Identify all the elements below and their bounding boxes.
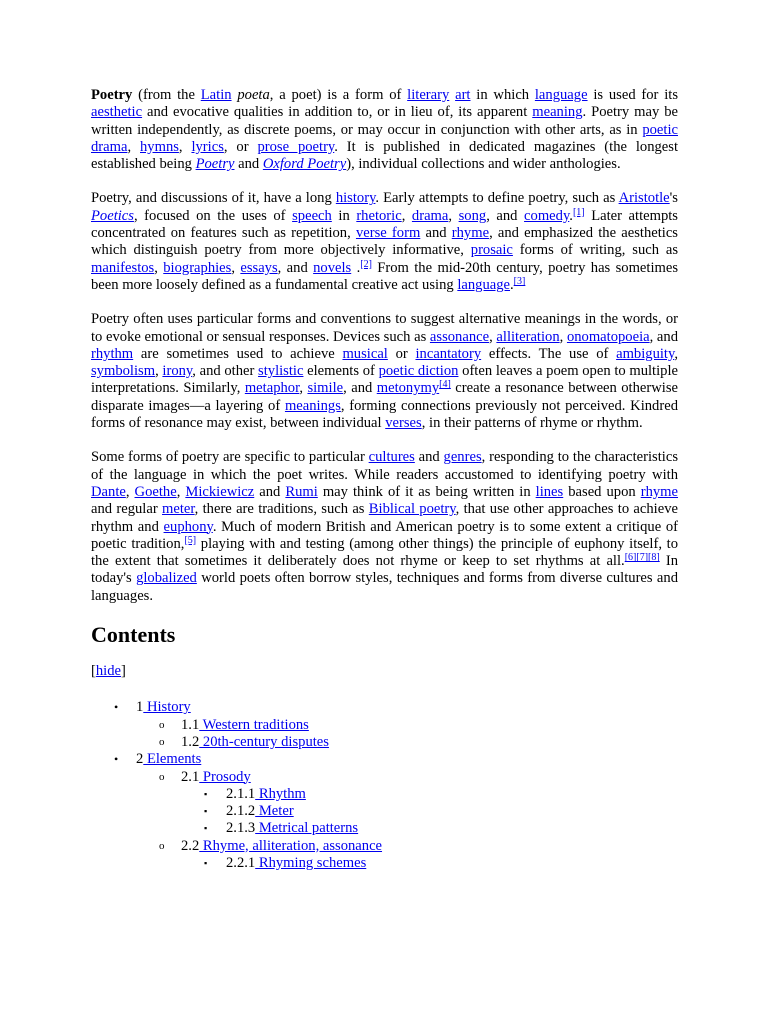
toc-bullet: ▪ [204, 806, 208, 817]
article-link[interactable]: song [458, 207, 487, 224]
article-link[interactable]: Mickiewicz [185, 483, 255, 500]
article-link[interactable]: Biblical poetry [368, 501, 456, 518]
toc-item [136, 717, 678, 734]
article-link[interactable]: simile [307, 380, 344, 397]
text-run: (from the [132, 87, 201, 103]
text-run: create a resonance between otherwise disparate images—a layering of [91, 380, 678, 414]
text-run: in which [470, 87, 535, 103]
toc-bullet: o [159, 735, 165, 748]
toc-number: 2 [136, 751, 144, 768]
article-link[interactable]: essays [240, 259, 278, 276]
text-run: are sometimes used to achieve [133, 345, 343, 362]
toc-item [181, 820, 678, 837]
toc-sublist [136, 717, 678, 752]
text-run: may think of it as being written in [317, 483, 536, 500]
text-run: , [448, 207, 459, 224]
text-run: , [489, 328, 497, 345]
article-link[interactable]: symbolism [91, 363, 156, 380]
text-run: , there are traditions, such as [194, 501, 369, 518]
text-run: , [176, 483, 186, 500]
article-link[interactable]: irony [162, 363, 193, 380]
citation-link[interactable]: [3] [513, 275, 526, 287]
toc-hide-link[interactable]: hide [95, 663, 122, 680]
text-run: , [125, 483, 135, 500]
article-link[interactable]: aesthetic [91, 104, 143, 121]
text-run: and evocative qualities in addition to, or in lieu of, its apparent [142, 104, 533, 121]
article-link[interactable]: meaning [532, 104, 583, 121]
toc-item [181, 855, 678, 872]
toc-number: 1.1 [181, 716, 200, 733]
article-link[interactable]: prosaic [470, 242, 513, 259]
table-of-contents [91, 699, 678, 872]
toc-number: 2.1.1 [226, 785, 256, 802]
text-run: , [231, 259, 241, 276]
toc-toggle-close: ] [121, 663, 126, 680]
article-link[interactable]: verses [385, 415, 422, 432]
citation-link[interactable]: [6][7][8] [624, 552, 660, 564]
article-link[interactable]: assonance [429, 328, 490, 345]
toc-bullet: • [114, 700, 119, 715]
article-link[interactable]: rhyme [640, 483, 679, 500]
toc-bullet: • [114, 752, 119, 767]
article-link[interactable]: poetic drama [91, 121, 678, 155]
text-run: 's [669, 190, 678, 207]
text-run: . [510, 276, 514, 293]
text-run: , in their patterns of rhyme or rhythm. [421, 415, 643, 432]
toc-link[interactable]: Metrical patterns [255, 820, 359, 837]
article-link[interactable]: incantatory [415, 345, 482, 362]
toc-item [91, 699, 678, 751]
article-link[interactable]: verse form [355, 225, 421, 242]
article-link[interactable]: rhythm [91, 345, 134, 362]
article-link[interactable]: stylistic [258, 363, 304, 380]
article-link[interactable]: Aristotle [618, 190, 670, 207]
text-run: world poets often borrow styles, techniques and forms from diverse cultures and languages. [91, 570, 678, 604]
text-run: From the mid-20th century, poetry has sometimes been more loosely defined as a fundamental creative act using [91, 259, 679, 293]
text-run: , and [649, 328, 679, 345]
article-link[interactable]: art [455, 87, 471, 103]
article-link[interactable]: Goethe [134, 483, 177, 500]
citation-link[interactable]: [1] [572, 206, 585, 218]
text-run: . Much of modern British and American poetry is to some extent a critique of poetic tradition, [91, 518, 678, 552]
text-run: in [331, 207, 357, 224]
toc-link[interactable]: Rhyme, alliteration, assonance [199, 837, 383, 854]
text-run: , and [486, 207, 525, 224]
text-run: or [387, 345, 416, 362]
text-run: , [401, 207, 412, 224]
article-link[interactable]: euphony [163, 518, 213, 535]
article-link-italic[interactable]: Poetics [91, 207, 134, 224]
toc-item [136, 838, 678, 873]
toc-item [181, 803, 678, 820]
toc-link[interactable]: 20th-century disputes [199, 733, 329, 750]
article-link[interactable]: Dante [91, 483, 126, 500]
toc-sublist [181, 786, 678, 838]
text-run: elements of [303, 363, 379, 380]
article-link[interactable]: cultures [368, 449, 415, 466]
text-run: forms of writing, such as [512, 242, 678, 259]
italic-term: poeta [237, 87, 270, 103]
citation-link[interactable]: [5] [184, 534, 197, 546]
text-run: playing with and testing (among other things) the principle of euphony itself, to the extent that sometimes it deliberately does not rhyme or keep to set rhythms at all. [91, 535, 678, 570]
text-run: , [154, 259, 164, 276]
text-run: is used for its [587, 87, 678, 103]
article-link[interactable]: literary [407, 87, 450, 103]
article-link[interactable]: globalized [136, 570, 197, 587]
text-run: , [155, 363, 163, 380]
text-run: Poetry, and discussions of it, have a long [91, 190, 336, 207]
text-run: In today's [91, 553, 679, 587]
text-run: . It is published in dedicated magazines (the longest established being [91, 138, 679, 173]
citation-link[interactable]: [2] [360, 258, 372, 270]
article-link-italic[interactable]: Oxford Poetry [262, 156, 347, 173]
text-run: , and [277, 259, 314, 276]
text-run: and [254, 483, 286, 500]
toc-link[interactable]: Meter [255, 803, 294, 820]
toc-item [91, 751, 678, 872]
article-link[interactable]: lyrics [191, 138, 224, 155]
text-run: and regular [91, 501, 163, 518]
toc-bullet: ▪ [204, 823, 208, 834]
text-run: , or [223, 138, 258, 155]
toc-sublist [136, 769, 678, 873]
toc-toggle-open: [ [91, 663, 96, 680]
article-link[interactable]: lines [535, 483, 564, 500]
text-run: , focused on the uses of [133, 207, 293, 224]
citation [514, 276, 526, 287]
text-run: , [127, 138, 140, 155]
contents-heading: Contents [91, 622, 176, 648]
article-link[interactable]: metaphor [244, 380, 300, 397]
toc-item [181, 786, 678, 803]
article-link[interactable]: metonymy [376, 380, 440, 397]
article-link[interactable]: manifestos [91, 259, 155, 276]
text-run: based upon [563, 483, 641, 500]
article-link[interactable]: comedy [524, 207, 570, 224]
article-link[interactable]: Rumi [285, 483, 318, 500]
text-run: effects. The use of [481, 345, 617, 362]
toc-number: 2.2 [181, 837, 200, 854]
toc-item [136, 734, 678, 751]
text-run: Poetry often uses particular forms and conventions to suggest alternative meanings in the words, or to evoke emotional or sensual responses. Devices such as [91, 311, 678, 345]
article-link[interactable]: biographies [163, 259, 232, 276]
article-link[interactable]: history [335, 190, 376, 207]
text-run: Later attempts concentrated on features such as repetition, [91, 207, 678, 242]
intro-paragraph [91, 87, 678, 173]
article-body [91, 87, 678, 872]
text-run: . [569, 207, 573, 224]
article-link[interactable]: alliteration [496, 328, 560, 345]
text-run: . Early attempts to define poetry, such as [375, 190, 619, 207]
article-link[interactable]: language [534, 87, 588, 103]
text-run: , responding to the characteristics of the language in which the poet writes. While readers accustomed to identifying poetry with [91, 449, 678, 483]
text-run: , [178, 138, 192, 155]
article-link[interactable]: ambiguity [616, 345, 675, 362]
bold-term: Poetry [91, 87, 133, 103]
text-run: and [420, 225, 452, 242]
article-link[interactable]: speech [292, 207, 332, 224]
forms-paragraph [91, 449, 678, 605]
article-link[interactable]: hymns [140, 138, 179, 155]
toc-bullet: o [159, 770, 165, 783]
toc-link[interactable]: Prosody [199, 768, 251, 785]
text-run: and [234, 156, 263, 173]
text-run: , a poet) is a form of [269, 87, 408, 103]
toc-bullet: ▪ [204, 788, 208, 799]
toc-number: 2.1.3 [226, 820, 256, 837]
article-link[interactable]: rhyme [451, 225, 490, 242]
text-run: and [414, 449, 444, 466]
toc-link[interactable]: Western traditions [199, 716, 309, 733]
toc-bullet: o [159, 839, 165, 852]
article-link-italic[interactable]: Poetry [195, 156, 235, 173]
text-run: Some forms of poetry are specific to particular [91, 449, 369, 466]
article-link[interactable]: drama [411, 207, 449, 224]
toc-bullet: o [159, 718, 165, 731]
text-run: , and [343, 380, 377, 397]
text-run: , [299, 380, 308, 397]
text-run: , and emphasized the aesthetics which distinguish poetry from more objectively informative, [91, 225, 678, 259]
article-link[interactable]: meanings [284, 397, 341, 414]
citation-link[interactable]: [4] [439, 379, 451, 391]
article-link[interactable]: genres [443, 449, 482, 466]
citation [184, 535, 196, 546]
toc-toggle [91, 663, 678, 680]
citation [573, 207, 585, 218]
text-run: , forming connections previously not perceived. Kindred forms of resonance may exist, between individual [91, 397, 678, 432]
toc-number: 1.2 [181, 733, 200, 750]
toc-item [136, 769, 678, 838]
toc-link[interactable]: Rhyming schemes [255, 854, 367, 871]
article-link[interactable]: poetic diction [378, 363, 459, 380]
text-run: , and other [192, 363, 259, 380]
toc-sublist [181, 855, 678, 872]
article-link[interactable]: Latin [200, 87, 232, 103]
toc-bullet: ▪ [204, 857, 208, 868]
toc-link[interactable]: Elements [143, 751, 202, 768]
citation [360, 259, 372, 270]
toc-number: 2.2.1 [226, 854, 256, 871]
article-link[interactable]: rhetoric [356, 207, 402, 224]
history-paragraph [91, 190, 678, 294]
article-link[interactable]: prose poetry [257, 138, 335, 155]
text-run: , [674, 345, 678, 362]
citation [439, 379, 451, 390]
toc-number: 2.1.2 [226, 803, 256, 820]
article-link[interactable]: musical [342, 345, 388, 362]
citation [625, 552, 660, 563]
text-run: , that use other approaches to achieve rhythm and [91, 501, 678, 535]
toc-link[interactable]: Rhythm [255, 785, 306, 802]
text-run: ), individual collections and wider anthologies. [346, 156, 621, 173]
toc-number: 1 [136, 699, 144, 716]
article-link[interactable]: meter [162, 501, 195, 518]
devices-paragraph [91, 311, 678, 432]
toc-link[interactable]: History [143, 699, 191, 716]
article-link[interactable]: novels [313, 259, 352, 276]
text-run: often leaves a poem open to multiple interpretations. Similarly, [91, 363, 679, 397]
toc-number: 2.1 [181, 768, 200, 785]
text-run: , [559, 328, 567, 345]
text-run: . [351, 259, 361, 276]
article-link[interactable]: language [457, 276, 511, 293]
article-link[interactable]: onomatopoeia [566, 328, 650, 345]
text-run: . Poetry may be written independently, as discrete poems, or may occur in conjunction with other arts, as in [91, 104, 678, 138]
